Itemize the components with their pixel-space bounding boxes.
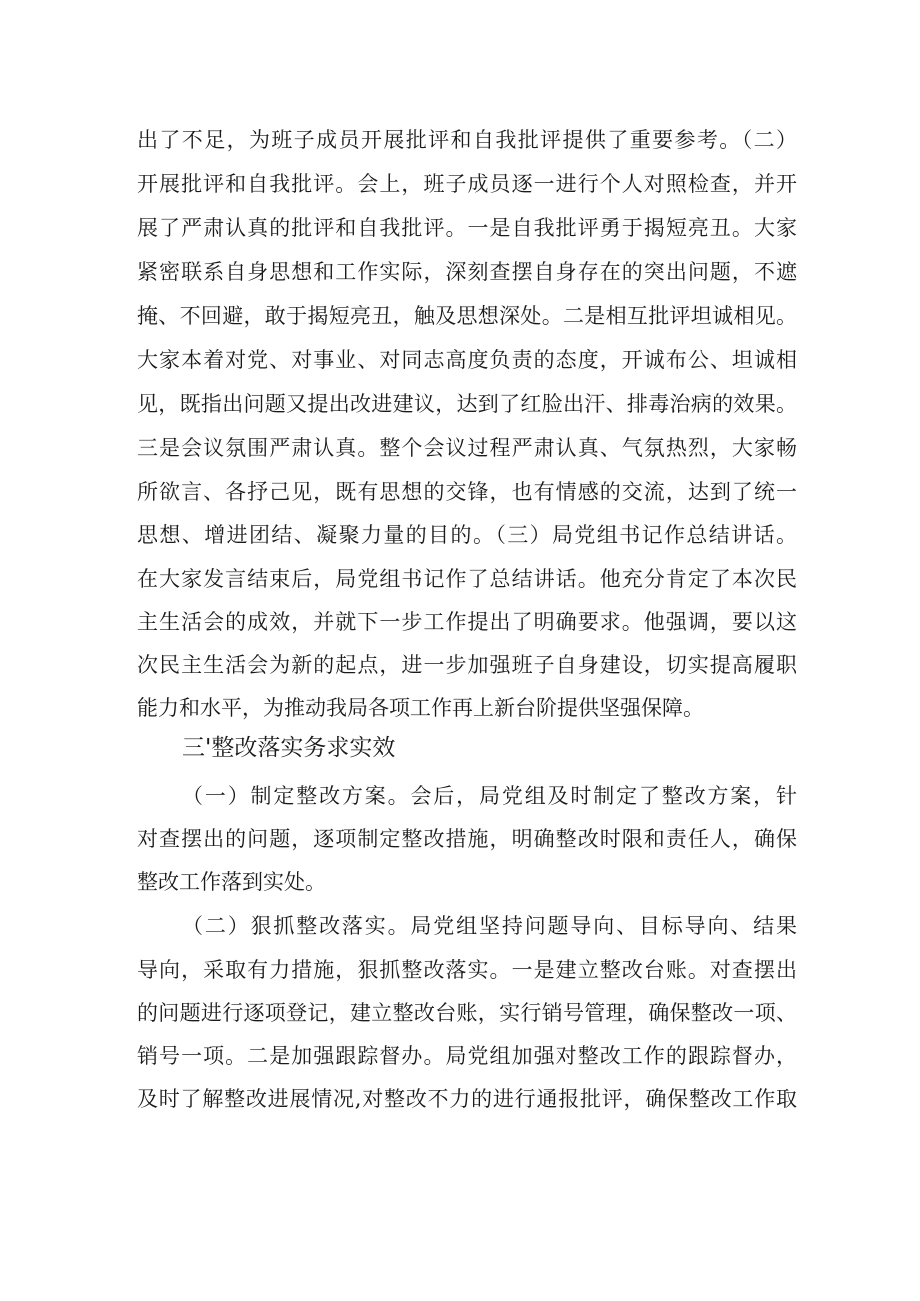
paragraph-line: 对查摆出的问题，逐项制定整改措施，明确整改时限和责任人，确保 bbox=[137, 827, 797, 851]
paragraph-line: 主生活会的成效，并就下一步工作提出了明确要求。他强调，要以这 bbox=[137, 610, 797, 634]
paragraph-line: 紧密联系自身思想和工作实际，深刻查摆自身存在的突出问题，不遮 bbox=[137, 260, 797, 284]
paragraph-line: 掩、不回避，敢于揭短亮丑，触及思想深处。二是相互批评坦诚相见。 bbox=[137, 304, 797, 328]
section-heading: 三'整改落实务求实效 bbox=[182, 735, 396, 761]
paragraph-line: 大家本着对党、对事业、对同志高度负责的态度，开诚布公、坦诚相 bbox=[137, 348, 797, 372]
paragraph-line: 所欲言、各抒己见，既有思想的交锋，也有情感的交流，达到了统一 bbox=[137, 480, 797, 504]
paragraph-line: （二）狠抓整改落实。局党组坚持问题导向、目标导向、结果 bbox=[182, 914, 797, 938]
paragraph-line: 次民主生活会为新的起点，进一步加强班子自身建设，切实提高履职 bbox=[137, 653, 797, 677]
paragraph-line: 展了严肃认真的批评和自我批评。一是自我批评勇于揭短亮丑。大家 bbox=[137, 216, 797, 240]
paragraph-line: （一）制定整改方案。会后，局党组及时制定了整改方案，针 bbox=[182, 784, 797, 808]
paragraph-line: 三是会议氛围严肃认真。整个会议过程严肃认真、气氛热烈，大家畅 bbox=[137, 436, 797, 460]
paragraph-line: 出了不足，为班子成员开展批评和自我批评提供了重要参考。（二） bbox=[137, 128, 797, 152]
paragraph-line: 在大家发言结束后，局党组书记作了总结讲话。他充分肯定了本次民 bbox=[137, 567, 797, 591]
paragraph-line: 导向，采取有力措施，狠抓整改落实。一是建立整改台账。对查摆出 bbox=[137, 958, 797, 982]
paragraph-line: 思想、增进团结、凝聚力量的目的。（三）局党组书记作总结讲话。 bbox=[137, 523, 797, 547]
paragraph-line: 销号一项。二是加强跟踪督办。局党组加强对整改工作的跟踪督办， bbox=[137, 1044, 797, 1068]
paragraph-line: 见，既指出问题又提出改进建议，达到了红脸出汗、排毒治病的效果。 bbox=[137, 392, 797, 416]
paragraph-line: 的问题进行逐项登记，建立整改台账，实行销号管理，确保整改一项、 bbox=[137, 1001, 797, 1025]
paragraph-line: 整改工作落到实处。 bbox=[137, 870, 326, 894]
paragraph-line: 及时了解整改进展情况,对整改不力的进行通报批评，确保整改工作取 bbox=[137, 1087, 797, 1111]
paragraph-line: 能力和水平，为推动我局各项工作再上新台阶提供坚强保障。 bbox=[137, 696, 704, 720]
paragraph-line: 开展批评和自我批评。会上，班子成员逐一进行个人对照检查，并开 bbox=[137, 172, 797, 196]
